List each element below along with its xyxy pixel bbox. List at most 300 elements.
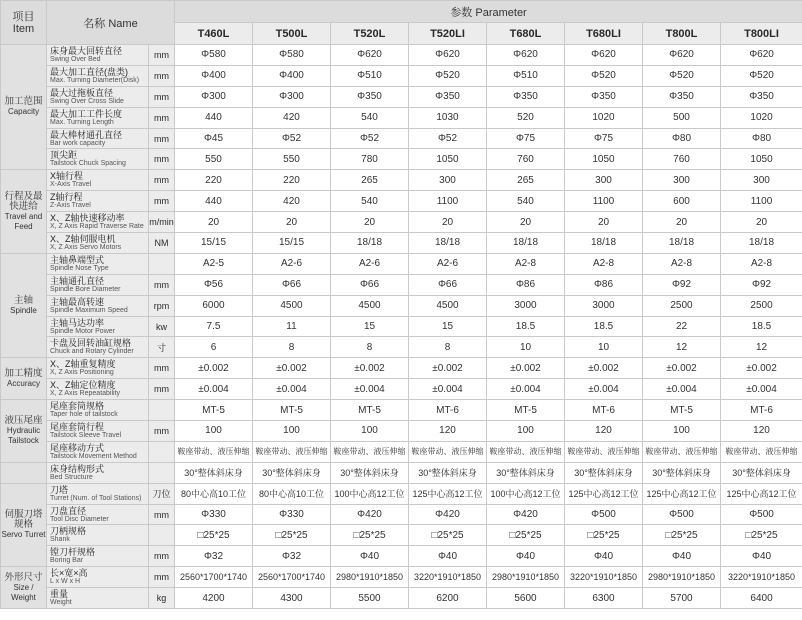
spec-value: □25*25 — [565, 525, 643, 546]
spec-unit: kw — [149, 316, 175, 337]
spec-row — [1, 525, 802, 546]
model-header: T520L — [331, 23, 409, 45]
spec-value: Φ92 — [643, 274, 721, 295]
spec-value: □25*25 — [331, 525, 409, 546]
spec-name-cn: X、Z轴定位精度 — [50, 380, 116, 391]
spec-value: 鞍座带动、液压伸缩 — [331, 441, 409, 462]
spec-name-en: X-Axis Travel — [50, 181, 92, 189]
spec-value: 30°整体斜床身 — [331, 462, 409, 483]
spec-value: Φ86 — [565, 274, 643, 295]
spec-value: 1020 — [565, 107, 643, 128]
spec-unit: mm — [149, 421, 175, 442]
spec-value: ±0.002 — [565, 358, 643, 379]
spec-value: 18.5 — [721, 316, 802, 337]
spec-value: Φ40 — [643, 546, 721, 567]
spec-value: 125中心高12工位 — [565, 483, 643, 504]
spec-unit: mm — [149, 379, 175, 400]
spec-row — [1, 358, 802, 379]
spec-value: Φ620 — [565, 45, 643, 66]
spec-name-en: Tailstock Movement Method — [50, 452, 137, 460]
spec-value: 420 — [253, 107, 331, 128]
spec-value: □25*25 — [253, 525, 331, 546]
spec-name — [47, 358, 149, 379]
spec-value: 125中心高12工位 — [721, 483, 802, 504]
spec-name — [47, 65, 149, 86]
spec-value: Φ40 — [565, 546, 643, 567]
spec-row — [1, 149, 802, 170]
spec-value: 520 — [487, 107, 565, 128]
spec-name — [47, 295, 149, 316]
spec-value: 1050 — [409, 149, 487, 170]
spec-name-en: Spindle Bore Diameter — [50, 285, 121, 293]
spec-unit: mm — [149, 504, 175, 525]
spec-value: 3000 — [487, 295, 565, 316]
spec-value: 30°整体斜床身 — [565, 462, 643, 483]
spec-name-cn: 顶尖距 — [50, 150, 78, 161]
spec-value: A2-8 — [721, 253, 802, 274]
spec-value: MT-5 — [175, 400, 253, 421]
spec-value: MT-6 — [565, 400, 643, 421]
spec-value: Φ510 — [331, 65, 409, 86]
spec-value: Φ66 — [409, 274, 487, 295]
spec-name — [47, 504, 149, 525]
spec-value: ±0.004 — [565, 379, 643, 400]
spec-value: 4500 — [331, 295, 409, 316]
spec-name-en: Turret (Num. of Tool Stations) — [50, 494, 142, 502]
spec-value: 鞍座带动、液压伸缩 — [253, 441, 331, 462]
spec-value: 3220*1910*1850 — [409, 567, 487, 588]
spec-row — [1, 337, 802, 358]
category-cn: 主轴 — [13, 294, 33, 306]
spec-value: 4500 — [409, 295, 487, 316]
spec-unit: NM — [149, 233, 175, 254]
category-cn: 液压尾座 — [4, 414, 43, 426]
spec-value: Φ520 — [565, 65, 643, 86]
spec-value: A2-8 — [565, 253, 643, 274]
spec-name-cn: X、Z轴快速移动率 — [50, 213, 125, 224]
spec-value: MT-6 — [409, 400, 487, 421]
spec-row — [1, 170, 802, 191]
spec-value: 鞍座带动、液压伸缩 — [175, 441, 253, 462]
category-cn: 行程及最快进给 — [4, 190, 43, 212]
spec-value: 300 — [721, 170, 802, 191]
spec-value: 100中心高12工位 — [331, 483, 409, 504]
spec-row — [1, 128, 802, 149]
spec-row — [1, 295, 802, 316]
spec-value: Φ52 — [409, 128, 487, 149]
spec-value: 220 — [253, 170, 331, 191]
spec-name — [47, 86, 149, 107]
spec-row — [1, 65, 802, 86]
spec-value: ±0.004 — [175, 379, 253, 400]
spec-value: 760 — [487, 149, 565, 170]
spec-row — [1, 233, 802, 254]
category-cell — [1, 45, 47, 170]
spec-value: 20 — [331, 212, 409, 233]
spec-value: Φ32 — [253, 546, 331, 567]
spec-value: 30°整体斜床身 — [721, 462, 802, 483]
spec-value: 1050 — [565, 149, 643, 170]
spec-value: 100 — [643, 421, 721, 442]
spec-value: 550 — [175, 149, 253, 170]
spec-value: ±0.002 — [331, 358, 409, 379]
spec-value: 5700 — [643, 588, 721, 609]
spec-value: 125中心高12工位 — [643, 483, 721, 504]
spec-unit: mm — [149, 65, 175, 86]
spec-name — [47, 212, 149, 233]
spec-unit: m/min — [149, 212, 175, 233]
spec-unit: mm — [149, 128, 175, 149]
spec-value: Φ350 — [487, 86, 565, 107]
spec-value: Φ66 — [253, 274, 331, 295]
spec-row — [1, 567, 802, 588]
spec-value: 鞍座带动、液压伸缩 — [721, 441, 802, 462]
spec-value: 100 — [331, 421, 409, 442]
category-cn: 加工范围 — [4, 96, 43, 108]
spec-value: 鞍座带动、液压伸缩 — [643, 441, 721, 462]
spec-value: 440 — [175, 107, 253, 128]
spec-value: 12 — [643, 337, 721, 358]
spec-value: ±0.004 — [253, 379, 331, 400]
spec-value: Φ330 — [175, 504, 253, 525]
spec-row — [1, 441, 802, 462]
spec-value: Φ400 — [253, 65, 331, 86]
spec-row — [1, 504, 802, 525]
spec-name-cn: 最大棒材通孔直径 — [50, 129, 123, 140]
spec-value: 20 — [487, 212, 565, 233]
spec-value: 8 — [409, 337, 487, 358]
spec-value: 15/15 — [253, 233, 331, 254]
spec-value: 125中心高12工位 — [409, 483, 487, 504]
spec-value: Φ80 — [721, 128, 802, 149]
spec-value: ±0.002 — [253, 358, 331, 379]
spec-value: 4200 — [175, 588, 253, 609]
spec-value: 8 — [253, 337, 331, 358]
spec-value: Φ300 — [253, 86, 331, 107]
spec-value: Φ66 — [331, 274, 409, 295]
category-cn: 外形尺寸 — [4, 571, 43, 583]
name-header: 名称 Name — [47, 1, 175, 45]
spec-name-cn: 重量 — [50, 589, 69, 600]
spec-name-cn: 刀塔 — [50, 484, 69, 495]
spec-value: Φ40 — [487, 546, 565, 567]
spec-value: 18/18 — [643, 233, 721, 254]
spec-value: Φ420 — [487, 504, 565, 525]
spec-value: MT-6 — [721, 400, 802, 421]
spec-value: 22 — [643, 316, 721, 337]
spec-row — [1, 379, 802, 400]
spec-value: 4500 — [253, 295, 331, 316]
spec-value: 540 — [487, 191, 565, 212]
spec-value: 220 — [175, 170, 253, 191]
spec-value: 300 — [409, 170, 487, 191]
spec-value: 15/15 — [175, 233, 253, 254]
spec-name-cn: 刀盘直径 — [50, 505, 87, 516]
spec-value: Φ40 — [331, 546, 409, 567]
spec-value: Φ40 — [721, 546, 802, 567]
spec-value: □25*25 — [175, 525, 253, 546]
spec-name — [47, 337, 149, 358]
spec-name — [47, 253, 149, 274]
spec-value: ±0.004 — [721, 379, 802, 400]
spec-name — [47, 170, 149, 191]
model-header: T460L — [175, 23, 253, 45]
spec-row — [1, 253, 802, 274]
spec-name-en: Spindle Nose Type — [50, 264, 109, 272]
spec-value: Φ620 — [643, 45, 721, 66]
model-header: T680LI — [565, 23, 643, 45]
spec-value: 1050 — [721, 149, 802, 170]
spec-value: □25*25 — [643, 525, 721, 546]
spec-row — [1, 400, 802, 421]
spec-row — [1, 546, 802, 567]
spec-name-en: L x W x H — [50, 578, 81, 586]
spec-value: 15 — [331, 316, 409, 337]
spec-value: Φ300 — [175, 86, 253, 107]
category-cell — [1, 400, 47, 463]
spec-value: Φ620 — [409, 45, 487, 66]
model-header: T800L — [643, 23, 721, 45]
spec-value: ±0.002 — [409, 358, 487, 379]
spec-value: □25*25 — [487, 525, 565, 546]
spec-value: 30°整体斜床身 — [487, 462, 565, 483]
spec-value: 20 — [721, 212, 802, 233]
spec-value: Φ86 — [487, 274, 565, 295]
spec-name-en: X, Z Axis Servo Motors — [50, 243, 122, 251]
spec-name — [47, 588, 149, 609]
spec-value: 2560*1700*1740 — [253, 567, 331, 588]
spec-value: ±0.004 — [331, 379, 409, 400]
spec-unit: 刀位 — [149, 483, 175, 504]
category-cell — [1, 483, 47, 567]
spec-value: Φ620 — [487, 45, 565, 66]
spec-unit: mm — [149, 170, 175, 191]
spec-value: 18/18 — [487, 233, 565, 254]
spec-value: 20 — [175, 212, 253, 233]
spec-value: 600 — [643, 191, 721, 212]
spec-name-en: Bar work capacity — [50, 139, 106, 147]
spec-value: Φ500 — [643, 504, 721, 525]
spec-value: 440 — [175, 191, 253, 212]
spec-row — [1, 107, 802, 128]
spec-name-en: Tool Disc Diameter — [50, 515, 109, 523]
spec-name — [47, 525, 149, 546]
parameter-header: 参数 Parameter — [175, 1, 802, 23]
spec-value: Φ580 — [175, 45, 253, 66]
spec-value: Φ40 — [409, 546, 487, 567]
spec-value: Φ400 — [175, 65, 253, 86]
category-cell — [1, 567, 47, 609]
spec-value: ±0.002 — [487, 358, 565, 379]
spec-value: 540 — [331, 191, 409, 212]
spec-name-en: Tailstock Sleeve Travel — [50, 431, 122, 439]
spec-value: 20 — [643, 212, 721, 233]
spec-value: Φ350 — [331, 86, 409, 107]
spec-value: 100 — [253, 421, 331, 442]
spec-value: 80中心高10工位 — [175, 483, 253, 504]
spec-value: 18.5 — [565, 316, 643, 337]
model-header: T680L — [487, 23, 565, 45]
spec-value: 3220*1910*1850 — [721, 567, 802, 588]
spec-name — [47, 107, 149, 128]
spec-name — [47, 483, 149, 504]
spec-name-cn: 尾座移动方式 — [50, 442, 105, 453]
spec-value: ±0.004 — [487, 379, 565, 400]
spec-name-cn: Z轴行程 — [50, 192, 83, 203]
spec-value: Φ80 — [643, 128, 721, 149]
spec-unit: mm — [149, 567, 175, 588]
spec-value: 550 — [253, 149, 331, 170]
spec-value: 540 — [331, 107, 409, 128]
spec-value: 300 — [565, 170, 643, 191]
spec-unit: kg — [149, 588, 175, 609]
spec-value: ±0.004 — [409, 379, 487, 400]
spec-unit — [149, 400, 175, 421]
spec-value: 1020 — [721, 107, 802, 128]
spec-name — [47, 567, 149, 588]
model-header: T800LI — [721, 23, 802, 45]
spec-value: Φ350 — [565, 86, 643, 107]
spec-row — [1, 191, 802, 212]
spec-name-en: Tailstock Chuck Spacing — [50, 160, 126, 168]
spec-value: A2-8 — [487, 253, 565, 274]
spec-value: 760 — [643, 149, 721, 170]
spec-value: 1100 — [721, 191, 802, 212]
spec-value: 120 — [721, 421, 802, 442]
spec-name — [47, 441, 149, 462]
spec-value: 30°整体斜床身 — [253, 462, 331, 483]
spec-value: A2-5 — [175, 253, 253, 274]
spec-value: 1100 — [409, 191, 487, 212]
spec-value: 30°整体斜床身 — [175, 462, 253, 483]
spec-row — [1, 86, 802, 107]
spec-row — [1, 45, 802, 66]
spec-name-cn: X、Z轴重复精度 — [50, 359, 116, 370]
spec-name-cn: 主轴最高转速 — [50, 296, 105, 307]
spec-value: 鞍座带动、液压伸缩 — [565, 441, 643, 462]
spec-name-en: Swing Over Bed — [50, 55, 101, 63]
spec-value: ±0.002 — [643, 358, 721, 379]
spec-row — [1, 483, 802, 504]
spec-value: Φ75 — [487, 128, 565, 149]
spec-value: MT-5 — [487, 400, 565, 421]
spec-value: Φ510 — [487, 65, 565, 86]
spec-value: 11 — [253, 316, 331, 337]
spec-value: MT-5 — [643, 400, 721, 421]
spec-row — [1, 316, 802, 337]
spec-name-cn: 尾座套筒行程 — [50, 421, 105, 432]
spec-name — [47, 45, 149, 66]
spec-unit: mm — [149, 45, 175, 66]
category-cell — [1, 253, 47, 357]
model-header: T500L — [253, 23, 331, 45]
spec-name-cn: X、Z轴伺服电机 — [50, 233, 116, 244]
category-en: Spindle — [10, 305, 37, 315]
spec-unit: mm — [149, 107, 175, 128]
spec-value: 20 — [253, 212, 331, 233]
spec-value: 80中心高10工位 — [253, 483, 331, 504]
spec-value: 5600 — [487, 588, 565, 609]
spec-value: 2980*1910*1850 — [643, 567, 721, 588]
spec-value: 265 — [487, 170, 565, 191]
model-header: T520LI — [409, 23, 487, 45]
spec-name-cn: 床身结构形式 — [50, 463, 105, 474]
spec-name — [47, 546, 149, 567]
item-header — [1, 1, 47, 45]
spec-value: Φ520 — [409, 65, 487, 86]
spec-row — [1, 588, 802, 609]
spec-unit: mm — [149, 149, 175, 170]
spec-value: □25*25 — [721, 525, 802, 546]
spec-name — [47, 274, 149, 295]
category-cell — [1, 170, 47, 254]
spec-value: 1030 — [409, 107, 487, 128]
spec-value: 15 — [409, 316, 487, 337]
spec-value: 30°整体斜床身 — [409, 462, 487, 483]
category-en: Accuracy — [7, 378, 40, 388]
spec-row — [1, 212, 802, 233]
spec-value: 2500 — [721, 295, 802, 316]
category-cell — [1, 358, 47, 400]
category-en: Size / Weight — [11, 582, 36, 602]
spec-value: 6000 — [175, 295, 253, 316]
spec-value: ±0.002 — [175, 358, 253, 379]
spec-name-cn: 最大加工直径(盘类) — [50, 66, 128, 77]
spec-value: A2-6 — [331, 253, 409, 274]
spec-row — [1, 421, 802, 442]
spec-value: 2500 — [643, 295, 721, 316]
spec-value: 鞍座带动、液压伸缩 — [409, 441, 487, 462]
spec-name-en: Swing Over Cross Slide — [50, 97, 124, 105]
spec-name-en: X, Z Axis Positioning — [50, 369, 114, 377]
spec-name-cn: 主轴鼻端型式 — [50, 254, 105, 265]
spec-value: 20 — [409, 212, 487, 233]
spec-value: 8 — [331, 337, 409, 358]
spec-name-cn: 主轴马达功率 — [50, 317, 105, 328]
category-cn: 伺服刀塔规格 — [4, 508, 43, 530]
spec-unit: mm — [149, 546, 175, 567]
spec-value: 120 — [409, 421, 487, 442]
spec-value: ±0.004 — [643, 379, 721, 400]
category-en: Hydraulic Tailstock — [6, 425, 41, 445]
category-en: Capacity — [7, 107, 40, 117]
spec-value: Φ350 — [643, 86, 721, 107]
spec-name-en: Bed Structure — [50, 473, 93, 481]
spec-value: 6200 — [409, 588, 487, 609]
spec-value: 6 — [175, 337, 253, 358]
spec-body — [1, 45, 802, 609]
spec-name-en: Boring Bar — [50, 557, 84, 565]
spec-value: Φ45 — [175, 128, 253, 149]
spec-name-cn: X轴行程 — [50, 171, 84, 182]
spec-unit: 寸 — [149, 337, 175, 358]
spec-unit: mm — [149, 86, 175, 107]
spec-name-en: Chuck and Rotary Cylinder — [50, 348, 134, 356]
spec-value: 10 — [487, 337, 565, 358]
item-header-en: Item — [12, 22, 35, 35]
spec-name-cn: 主轴通孔直径 — [50, 275, 105, 286]
category-cn: 加工精度 — [4, 367, 43, 379]
spec-name-en: Max. Turning Diameter(Disk) — [50, 76, 140, 84]
spec-value: Φ500 — [565, 504, 643, 525]
spec-name-en: Weight — [50, 599, 72, 607]
spec-value: □25*25 — [409, 525, 487, 546]
spec-name — [47, 128, 149, 149]
spec-value: 18.5 — [487, 316, 565, 337]
spec-value: A2-6 — [253, 253, 331, 274]
spec-unit: rpm — [149, 295, 175, 316]
spec-value: 300 — [643, 170, 721, 191]
